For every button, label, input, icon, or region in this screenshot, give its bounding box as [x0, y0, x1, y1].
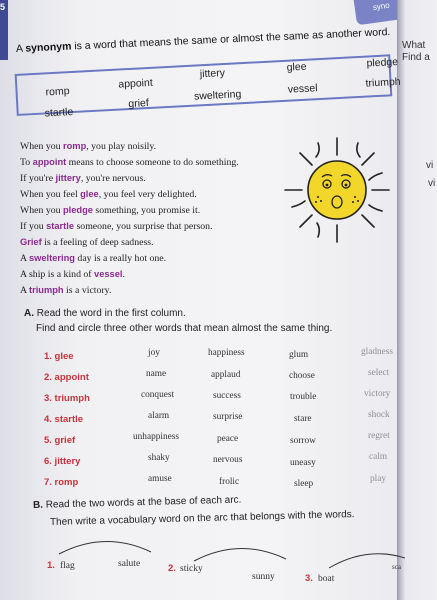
answer-arc-2[interactable]	[190, 543, 290, 563]
choice-word[interactable]: conquest	[141, 390, 175, 400]
sentence: A ship is a kind of vessel.	[20, 269, 125, 280]
box-word: sweltering	[193, 88, 242, 103]
box-word: appoint	[118, 76, 154, 91]
choice-word[interactable]: sorrow	[290, 436, 316, 446]
box-word: jittery	[199, 66, 226, 81]
definition-rest: is a word that means the same or almost the same as another word.	[71, 26, 391, 53]
box-word: pledge	[366, 55, 399, 70]
sentence: When you romp, you play noisily.	[20, 141, 157, 152]
row-word: 7. romp	[44, 477, 79, 488]
section-a-instruction: A. Read the word in the first column.	[24, 308, 186, 319]
box-word: glee	[286, 60, 307, 74]
arc-word-right: salute	[118, 559, 141, 569]
choice-word[interactable]: applaud	[211, 370, 241, 380]
choice-word[interactable]: happiness	[208, 348, 245, 358]
box-word: romp	[45, 85, 70, 99]
row-word: 4. startle	[44, 414, 84, 425]
next-page-text-4: vi	[428, 178, 436, 189]
choice-word[interactable]: stare	[294, 414, 312, 424]
choice-word[interactable]: alarm	[148, 411, 170, 421]
section-b-instruction-2: Then write a vocabulary word on the arc that belongs with the words.	[49, 509, 355, 528]
choice-word[interactable]: play	[370, 474, 387, 484]
next-page-text-2: Find a	[402, 52, 430, 63]
box-word: grief	[128, 97, 150, 111]
vocab-word: triumph	[28, 285, 64, 295]
sentence: If you startle someone, you surprise that person.	[20, 221, 213, 232]
sentence: Grief is a feeling of deep sadness.	[20, 237, 154, 248]
arc-number: 2.	[168, 563, 176, 574]
arc-word-right: sunny	[252, 572, 275, 582]
box-word: vessel	[287, 82, 318, 96]
section-a-instruction-2: Find and circle three other words that mean almost the same thing.	[36, 323, 333, 334]
choice-word[interactable]: success	[213, 391, 241, 401]
choice-word[interactable]: shock	[368, 410, 390, 420]
section-b-instruction: B. Read the two words at the base of each arc.	[32, 494, 242, 511]
vocab-word: glee	[80, 189, 99, 199]
section-b-label: B.	[32, 499, 44, 511]
choice-word[interactable]: peace	[217, 434, 239, 444]
row-word: 3. triumph	[44, 393, 90, 404]
arc-word-left: sticky	[180, 564, 203, 574]
sentence: A triumph is a victory.	[20, 285, 112, 296]
arc-word-left: boat	[318, 574, 335, 584]
choice-word[interactable]: unhappiness	[133, 432, 179, 442]
choice-word[interactable]: joy	[148, 348, 160, 358]
definition-term: synonym	[25, 40, 72, 55]
choice-word[interactable]: victory	[364, 389, 391, 399]
section-a-label: A.	[24, 308, 34, 319]
sentence: When you pledge something, you promise it.	[20, 205, 201, 216]
definition-prefix: A	[15, 42, 26, 55]
vocab-word: startle	[46, 221, 75, 231]
arc-word-right: sca	[392, 563, 401, 571]
choice-word[interactable]: amuse	[148, 474, 172, 484]
row-word: 6. jittery	[44, 456, 81, 467]
choice-word[interactable]: name	[146, 369, 167, 379]
choice-word[interactable]: gladness	[361, 347, 394, 357]
choice-word[interactable]: shaky	[148, 453, 170, 463]
vocab-word: romp	[63, 141, 87, 151]
choice-word[interactable]: nervous	[213, 455, 243, 465]
sentence: A sweltering day is a really hot one.	[20, 253, 167, 264]
word-box	[14, 42, 399, 118]
choice-word[interactable]: select	[368, 368, 390, 378]
row-word: 2. appoint	[44, 372, 89, 383]
arc-word-left: flag	[60, 561, 75, 571]
vocab-word: jittery	[55, 173, 81, 183]
next-page-edge	[397, 0, 437, 600]
choice-word[interactable]: choose	[289, 371, 315, 381]
row-word: 1. glee	[44, 351, 74, 362]
choice-word[interactable]: trouble	[290, 392, 317, 402]
vocab-word: vessel	[94, 269, 123, 279]
choice-word[interactable]: regret	[368, 431, 390, 441]
choice-word[interactable]: uneasy	[290, 458, 316, 468]
next-page-text-3: vi	[426, 160, 434, 171]
choice-word[interactable]: sleep	[294, 479, 314, 489]
choice-word[interactable]: calm	[369, 452, 388, 462]
page-number: 5	[0, 2, 6, 12]
next-page-text-1: What	[402, 40, 426, 51]
arc-number: 1.	[47, 560, 55, 571]
choice-word[interactable]: frolic	[219, 477, 240, 487]
sentence: If you're jittery, you're nervous.	[20, 173, 146, 184]
vocab-word: Grief	[20, 237, 42, 247]
answer-arc-1[interactable]	[55, 536, 155, 556]
vocab-word: appoint	[32, 157, 67, 167]
sentence: When you feel glee, you feel very delighted.	[20, 189, 197, 200]
vocab-word: pledge	[63, 205, 93, 215]
sweltering-sun-illustration	[282, 135, 392, 245]
box-word: triumph	[365, 75, 401, 90]
choice-word[interactable]: surprise	[213, 412, 243, 422]
corner-tab-label: syno	[372, 0, 391, 12]
sentence: To appoint means to choose someone to do something.	[20, 157, 239, 168]
row-word: 5. grief	[44, 435, 76, 446]
arc-number: 3.	[305, 573, 313, 584]
choice-word[interactable]: glum	[289, 350, 309, 360]
vocab-word: sweltering	[28, 253, 75, 263]
box-word: startle	[44, 105, 74, 120]
